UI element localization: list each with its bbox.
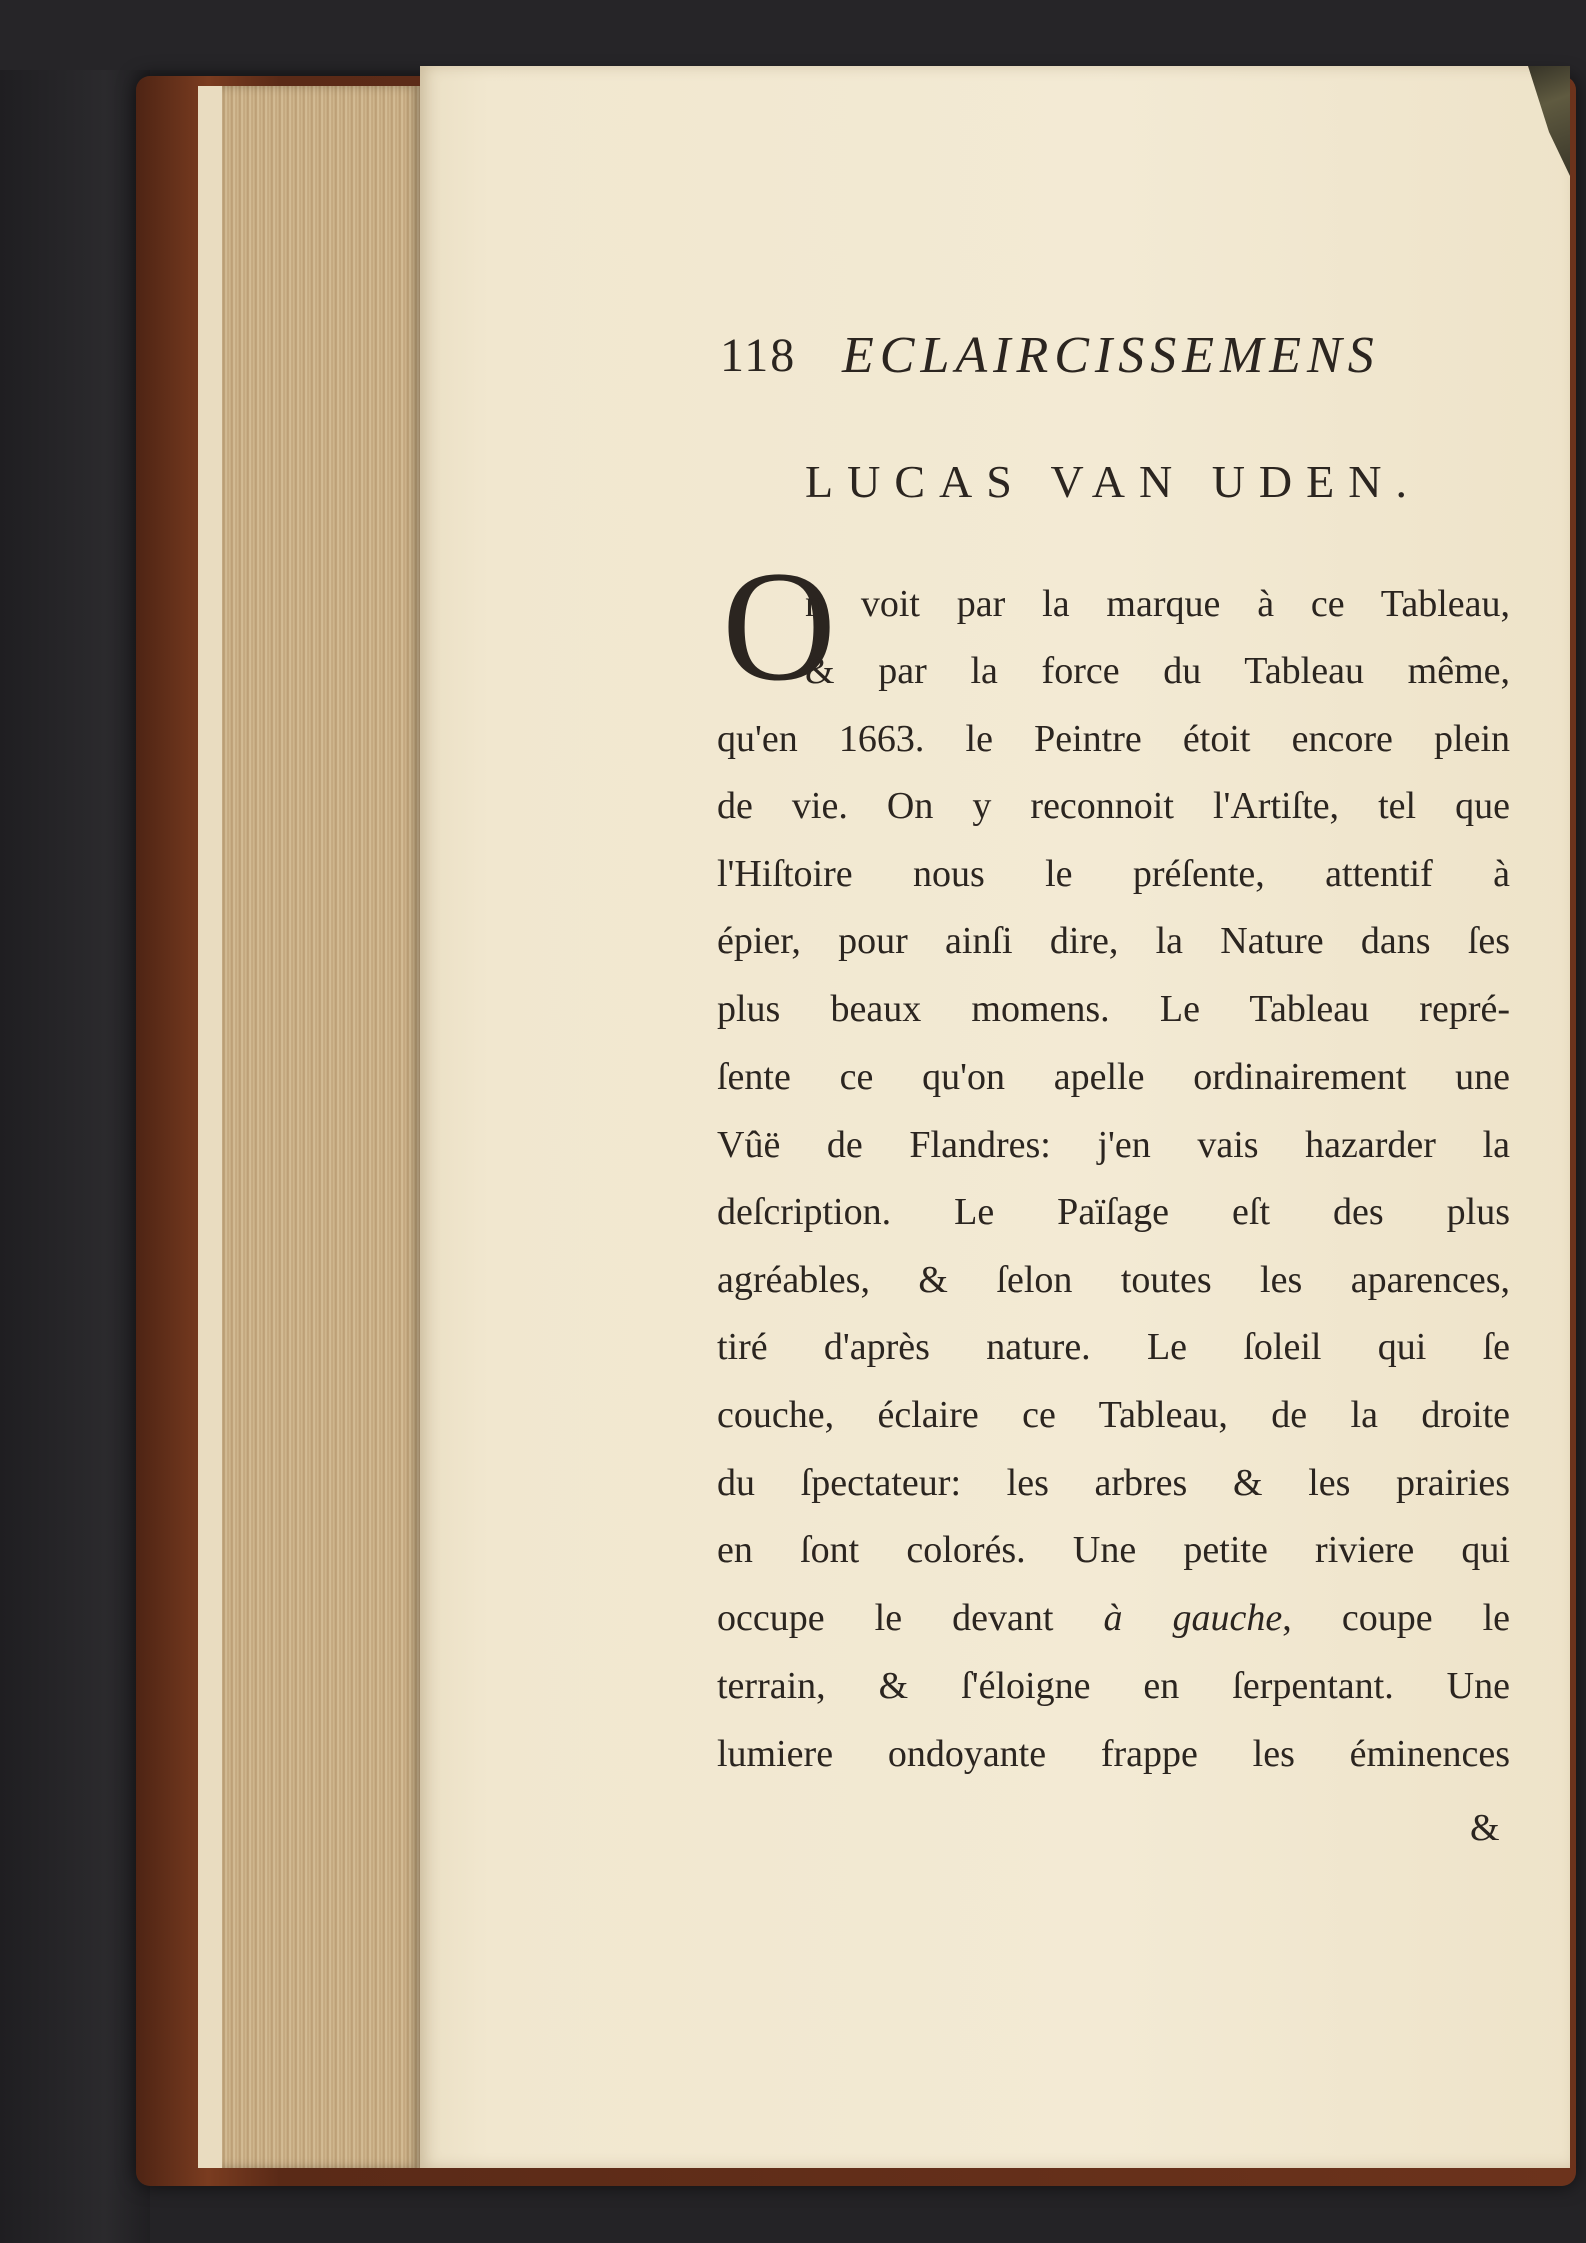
- line-tail: , coupe le: [1282, 1597, 1511, 1639]
- page-edges: [222, 86, 420, 2168]
- text-line: tiré d'après nature. Le ſoleil qui ſe: [717, 1326, 1510, 1368]
- text-line: qu'en 1663. le Peintre étoit encore plein: [717, 718, 1510, 760]
- text-line: agréables, & ſelon toutes les aparences,: [717, 1259, 1510, 1301]
- running-head: ECLAIRCISSEMENS: [842, 327, 1380, 384]
- text-line: & par la force du Tableau même,: [805, 650, 1510, 692]
- italic-phrase: à gauche: [1103, 1597, 1283, 1639]
- text-line-with-italic: [717, 1599, 1510, 1637]
- text-line: plus beaux momens. Le Tableau repré-: [717, 988, 1510, 1030]
- text-line: Vûë de Flandres: j'en vais hazarder la: [717, 1124, 1510, 1166]
- page-number: 118: [720, 329, 797, 382]
- bookmark-ribbon: [1500, 66, 1570, 176]
- line-text: occupe le devant: [717, 1597, 1054, 1639]
- text-line: du ſpectateur: les arbres & les prairies: [717, 1462, 1510, 1504]
- text-line: lumiere ondoyante frappe les éminences: [717, 1733, 1510, 1775]
- text-line: épier, pour ainſi dire, la Nature dans ſes: [717, 920, 1510, 962]
- text-line: l'Hiſtoire nous le préſente, attentif à: [717, 853, 1510, 895]
- catchword: &: [1470, 1807, 1500, 1849]
- text-line: terrain, & ſ'éloigne en ſerpentant. Une: [717, 1665, 1510, 1707]
- text-line: de vie. On y reconnoit l'Artiſte, tel que: [717, 785, 1510, 827]
- text-line: couche, éclaire ce Tableau, de la droite: [717, 1394, 1510, 1436]
- background-left: [0, 0, 150, 2243]
- section-title: LUCAS VAN UDEN.: [805, 456, 1421, 507]
- text-line: en ſont colorés. Une petite riviere qui: [717, 1529, 1510, 1571]
- text-line: n voit par la marque à ce Tableau,: [805, 583, 1510, 625]
- drop-cap: O: [722, 539, 837, 714]
- text-line: deſcription. Le Païſage eſt des plus: [717, 1191, 1510, 1233]
- background-top: [0, 0, 1586, 70]
- text-line: ſente ce qu'on apelle ordinairement une: [717, 1056, 1510, 1098]
